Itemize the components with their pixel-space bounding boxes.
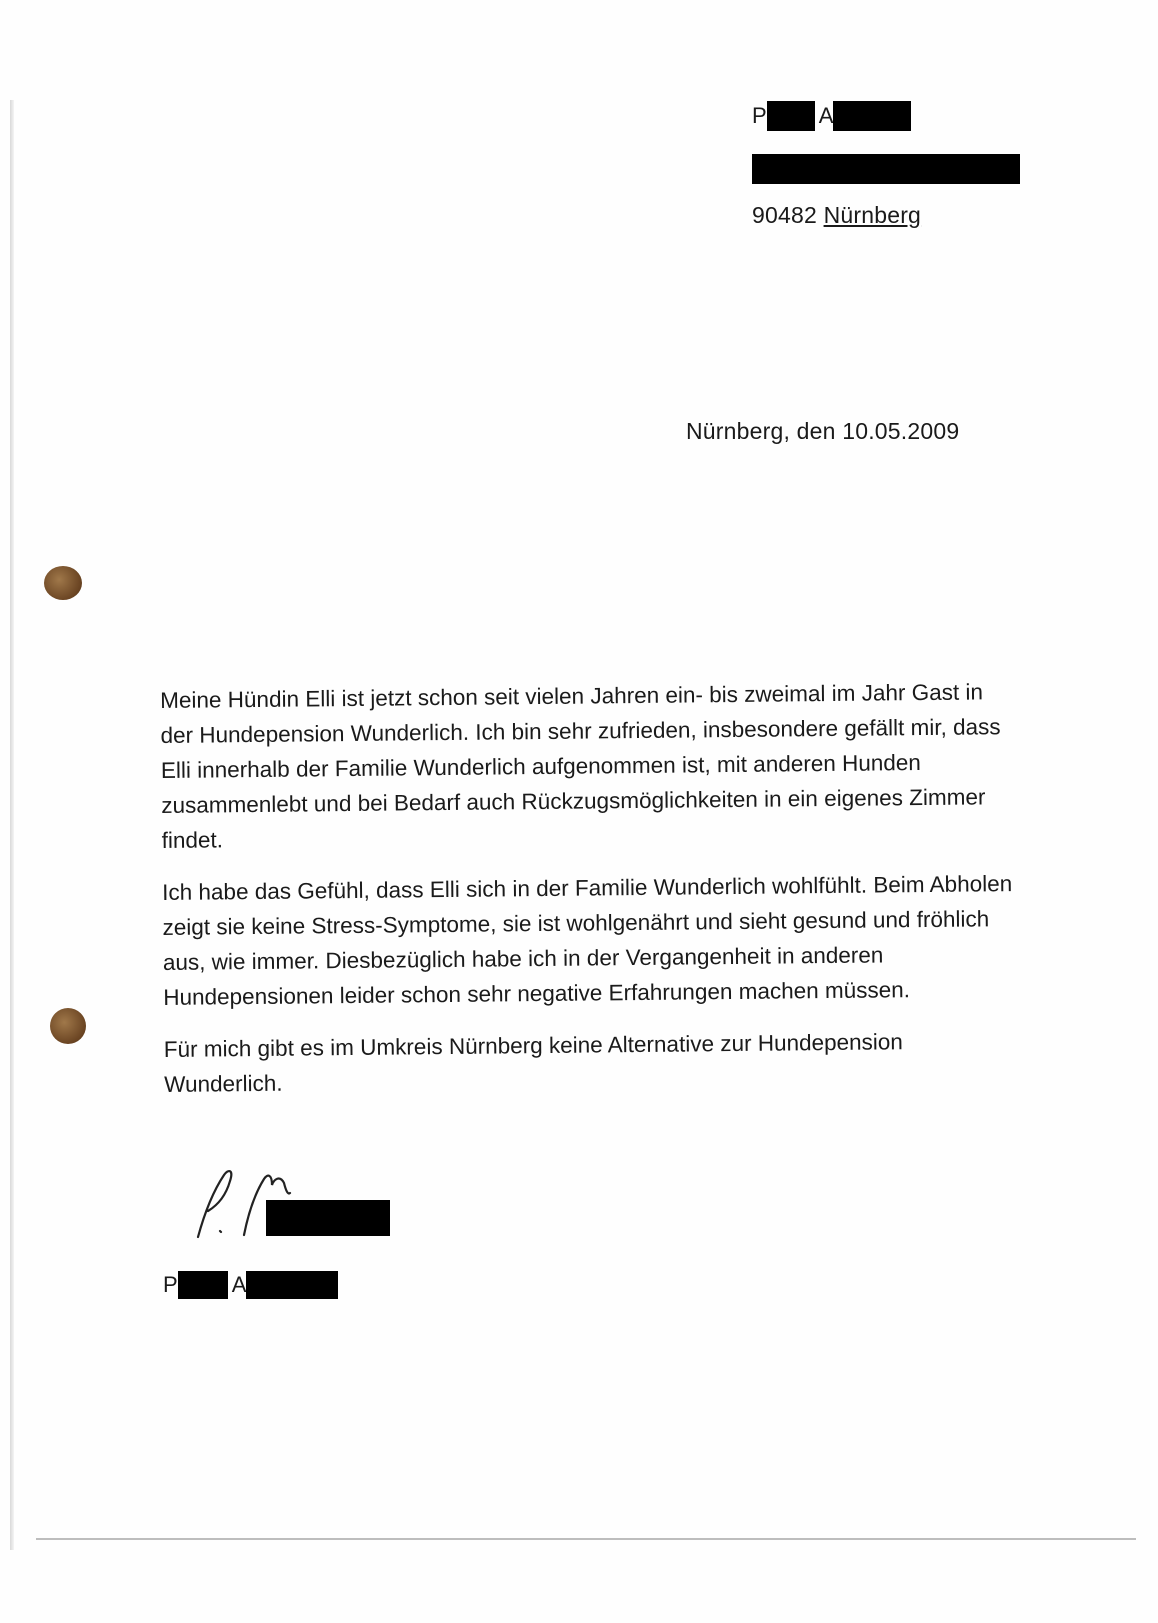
paragraph-1: Meine Hündin Elli ist jetzt schon seit vielen Jahren ein- bis zweimal im Jahr Gast in der Hundepension Wunderlich. Ich bin sehr zufrieden, insbesondere gefällt mir, dass Elli innerhalb der Familie Wunderlich aufgenommen ist, mit anderen Hunden zusammenlebt und bei Bedarf auch Rückzugsmöglichkeiten in ein eigenes Zimmer findet. — [160, 679, 1001, 853]
punch-hole-top — [44, 566, 82, 600]
closing-initial-first: P — [163, 1272, 178, 1297]
scan-edge-bottom — [36, 1538, 1136, 1540]
scan-edge-left — [10, 100, 14, 1550]
closing-initial-last: A — [231, 1272, 247, 1297]
letter-body — [160, 674, 1025, 1119]
closing-name — [163, 1270, 338, 1300]
paragraph-2: Ich habe das Gefühl, dass Elli sich in der Familie Wunderlich wohlfühlt. Beim Abholen zeigt sie keine Stress-Symptome, sie ist wohlgenährt und sieht gesund und fröhlich aus, wie immer. Diesbezüglich habe ich in der Vergangenheit in anderen Hundepensionen leider schon sehr negative Erfahrungen machen müssen. — [162, 871, 1013, 1010]
date-line: Nürnberg, den 10.05.2009 — [686, 418, 960, 444]
signature-redaction — [266, 1200, 390, 1236]
redacted-street — [752, 154, 1020, 184]
redaction-bar — [767, 101, 815, 131]
redaction-bar — [178, 1271, 228, 1299]
sender-initial-first: P — [752, 103, 767, 128]
redaction-bar — [246, 1271, 338, 1299]
punch-hole-bottom — [50, 1008, 86, 1044]
sender-postcode: 90482 — [752, 202, 817, 228]
redaction-bar — [833, 101, 911, 131]
sender-city: Nürnberg — [823, 202, 922, 228]
sender-name — [752, 100, 1020, 132]
paragraph-3: Für mich gibt es im Umkreis Nürnberg keine Alternative zur Hundepension Wunderlich. — [163, 1029, 904, 1097]
sender-city-line — [752, 202, 1020, 229]
sender-address — [752, 100, 1020, 229]
sender-initial-last: A — [818, 103, 834, 128]
